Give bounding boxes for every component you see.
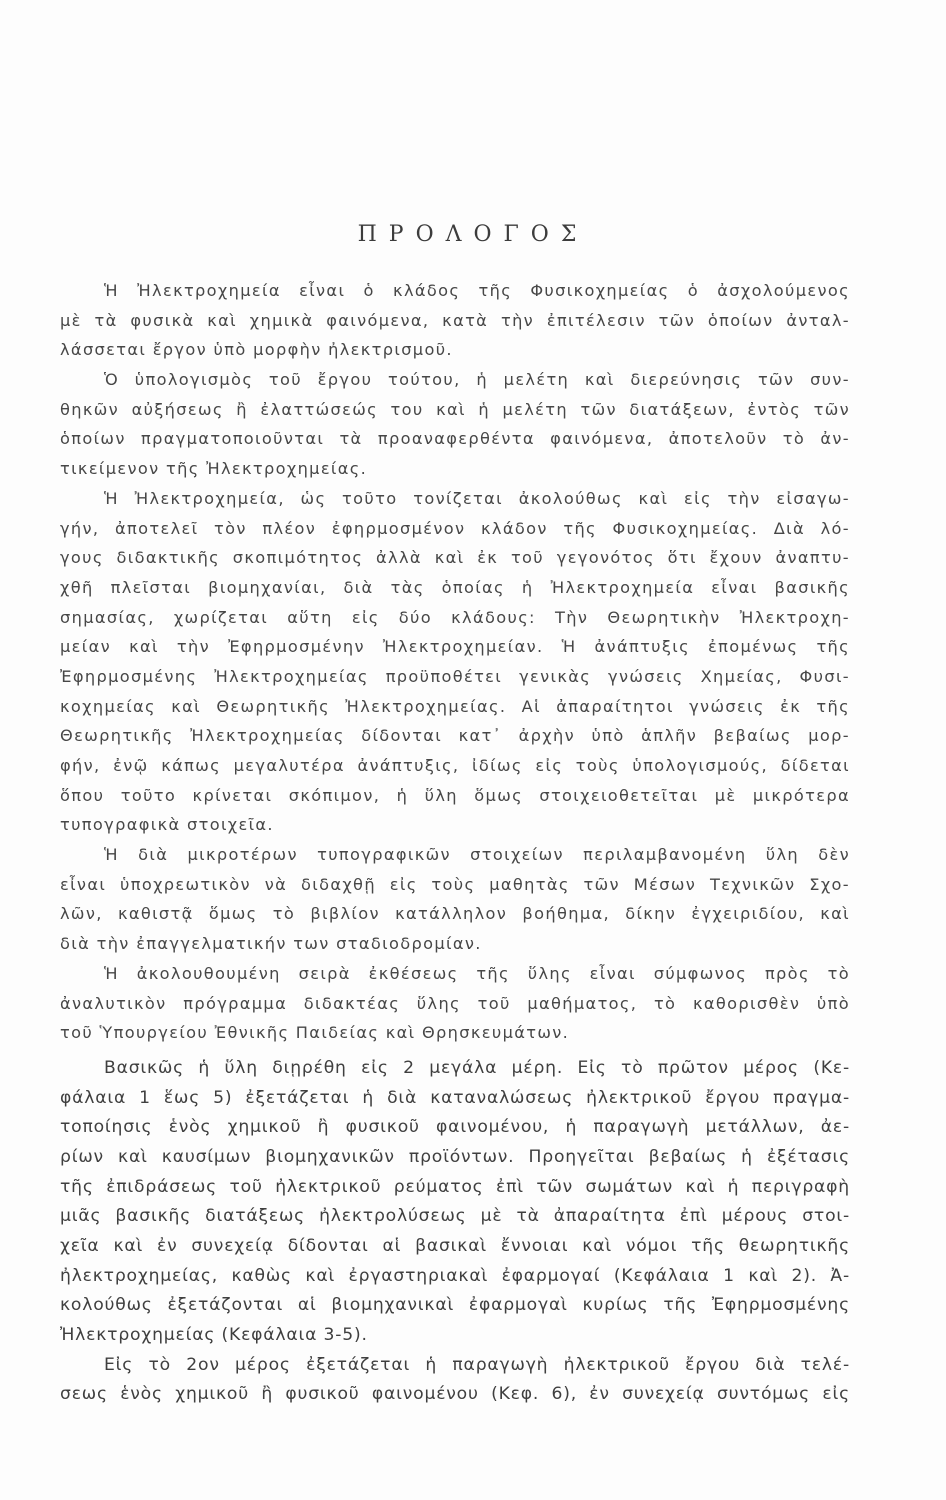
text-line: κολούθως ἐξετάζονται αἱ βιομηχανικαὶ ἐφαρμογαὶ κυρίως τῆς Ἐφηρμοσμένης — [60, 1295, 850, 1316]
text-line: ἀναλυτικὸν πρόγραμμα διδακτέας ὕλης τοῦ μαθήματος, τὸ καθορισθὲν ὑπὸ — [60, 993, 850, 1013]
text-line: τῆς ἐπιδράσεως τοῦ ἠλεκτρικοῦ ρεύματος ἐπὶ τῶν σωμάτων καὶ ἡ περιγραφὴ — [60, 1176, 850, 1197]
text-line: ὅπου τοῦτο κρίνεται σκόπιμον, ἡ ὕλη ὅμως στοιχειοθετεῖται μὲ μικρότερα — [60, 785, 850, 805]
text-line: Ἐφηρμοσμένης Ἠλεκτροχημείας προϋποθέτει γενικὰς γνώσεις Χημείας, Φυσι- — [60, 666, 850, 686]
text-line: χθῆ πλεῖσται βιομηχανίαι, διὰ τὰς ὁποίας ἡ Ἠλεκτροχημεία εἶναι βασικῆς — [60, 577, 850, 597]
text-line: ὁποίων πραγματοποιοῦνται τὰ προαναφερθέντα φαινόμενα, ἀποτελοῦν τὸ ἀν- — [60, 429, 850, 449]
text-line: ἠλεκτροχημείας, καθὼς καὶ ἐργαστηριακαὶ ἐφαρμογαί (Κεφάλαια 1 καὶ 2). Ἀ- — [60, 1265, 850, 1286]
text-line: τοποίησις ἑνὸς χημικοῦ ἢ φυσικοῦ φαινομένου, ἡ παραγωγὴ μετάλλων, ἀε- — [60, 1117, 850, 1138]
text-line: σημασίας, χωρίζεται αὕτη εἰς δύο κλάδους: Τὴν Θεωρητικὴν Ἠλεκτροχη- — [60, 607, 850, 627]
paragraph — [60, 365, 850, 484]
text-line: φήν, ἐνῷ κάπως μεγαλυτέρα ἀνάπτυξις, ἰδίως εἰς τοὺς ὑπολογισμούς, δίδεται — [60, 756, 850, 775]
paragraph — [60, 959, 850, 1048]
text-line: εἶναι ὑποχρεωτικὸν νὰ διδαχθῇ εἰς τοὺς μαθητὰς τῶν Μέσων Τεχνικῶν Σχο- — [60, 874, 850, 894]
text-line: κοχημείας καὶ Θεωρητικῆς Ἠλεκτροχημείας. Αἱ ἀπαραίτητοι γνώσεις ἐκ τῆς — [60, 696, 850, 716]
text-line: θηκῶν αὐξήσεως ἢ ἐλαττώσεώς του καὶ ἡ μελέτη τῶν διατάξεων, ἐντὸς τῶν — [60, 399, 850, 419]
text-line: διὰ τὴν ἐπαγγελματικήν των σταδιοδρομίαν. — [60, 934, 482, 954]
text-line: μείαν καὶ τὴν Ἐφηρμοσμένην Ἠλεκτροχημείαν. Ἡ ἀνάπτυξις ἐπομένως τῆς — [60, 637, 850, 657]
text-line: μιᾶς βασικῆς διατάξεως ἠλεκτρολύσεως μὲ τὰ ἀπαραίτητα ἐπὶ μέρους στοι- — [60, 1206, 850, 1227]
text-line: ρίων καὶ καυσίμων βιομηχανικῶν προϊόντων. Προηγεῖται βεβαίως ἡ ἐξέτασις — [60, 1146, 850, 1167]
text-line: Βασικῶς ἡ ὕλη διῃρέθη εἰς 2 μεγάλα μέρη. Εἰς τὸ πρῶτον μέρος (Κε- — [104, 1057, 850, 1078]
paragraph — [60, 1054, 850, 1351]
text-line: μὲ τὰ φυσικὰ καὶ χημικὰ φαινόμενα, κατὰ τὴν ἐπιτέλεσιν τῶν ὁποίων ἀνταλ- — [60, 310, 850, 330]
text-line: Εἰς τὸ 2ον μέρος ἐξετάζεται ἡ παραγωγὴ ἠλεκτρικοῦ ἔργου διὰ τελέ- — [104, 1354, 850, 1375]
paragraph — [60, 276, 850, 365]
paragraph — [60, 840, 850, 959]
text-line: Ἡ Ἠλεκτροχημεία εἶναι ὁ κλάδος τῆς Φυσικοχημείας ὁ ἀσχολούμενος — [104, 281, 850, 300]
text-line: τοῦ Ὑπουργείου Ἐθνικῆς Παιδείας καὶ Θρησκευμάτων. — [60, 1023, 570, 1043]
text-line: τυπογραφικὰ στοιχεῖα. — [60, 815, 274, 835]
text-line: γήν, ἀποτελεῖ τὸν πλέον ἐφηρμοσμένον κλάδον τῆς Φυσικοχημείας. Διὰ λό- — [60, 518, 850, 538]
text-line: χεῖα καὶ ἐν συνεχείᾳ δίδονται αἱ βασικαὶ ἔννοιαι καὶ νόμοι τῆς θεωρητικῆς — [60, 1236, 850, 1256]
page-title: ΠΡΟΛΟΓΟΣ — [357, 222, 589, 247]
text-line: Ἡ ἀκολουθουμένη σειρὰ ἐκθέσεως τῆς ὕλης εἶναι σύμφωνος πρὸς τὸ — [104, 963, 850, 983]
text-line: Ἡ Ἠλεκτροχημεία, ὡς τοῦτο τονίζεται ἀκολούθως καὶ εἰς τὴν εἰσαγω- — [104, 488, 850, 508]
text-line: σεως ἑνὸς χημικοῦ ἢ φυσικοῦ φαινομένου (Κεφ. 6), ἐν συνεχείᾳ συντόμως εἰς — [60, 1384, 850, 1405]
text-line: τικείμενον τῆς Ἠλεκτροχημείας. — [60, 459, 368, 479]
text-line: λάσσεται ἔργον ὑπὸ μορφὴν ἠλεκτρισμοῦ. — [60, 340, 453, 360]
text-line: φάλαια 1 ἕως 5) ἐξετάζεται ἡ διὰ καταναλώσεως ἠλεκτρικοῦ ἔργου πραγμα- — [60, 1087, 850, 1108]
text-line: Θεωρητικῆς Ἠλεκτροχημείας δίδονται κατ᾽ ἀρχὴν ὑπὸ ἁπλῆν βεβαίως μορ- — [60, 726, 850, 746]
text-line: λῶν, καθιστᾷ ὅμως τὸ βιβλίον κατάλληλον βοήθημα, δίκην ἐγχειριδίου, καὶ — [60, 904, 850, 924]
text-line: Ὁ ὑπολογισμὸς τοῦ ἔργου τούτου, ἡ μελέτη καὶ διερεύνησις τῶν συν- — [104, 370, 850, 390]
text-line: Ἡ διὰ μικροτέρων τυπογραφικῶν στοιχείων περιλαμβανομένη ὕλη δὲν — [104, 845, 850, 865]
text-line: γους διδακτικῆς σκοπιμότητος ἀλλὰ καὶ ἐκ τοῦ γεγονότος ὅτι ἔχουν ἀναπτυ- — [60, 548, 850, 568]
paragraph — [60, 1351, 850, 1410]
text-line: Ἠλεκτροχημείας (Κεφάλαια 3-5). — [60, 1325, 368, 1346]
paragraph — [60, 484, 850, 840]
preface-text — [60, 276, 850, 1410]
